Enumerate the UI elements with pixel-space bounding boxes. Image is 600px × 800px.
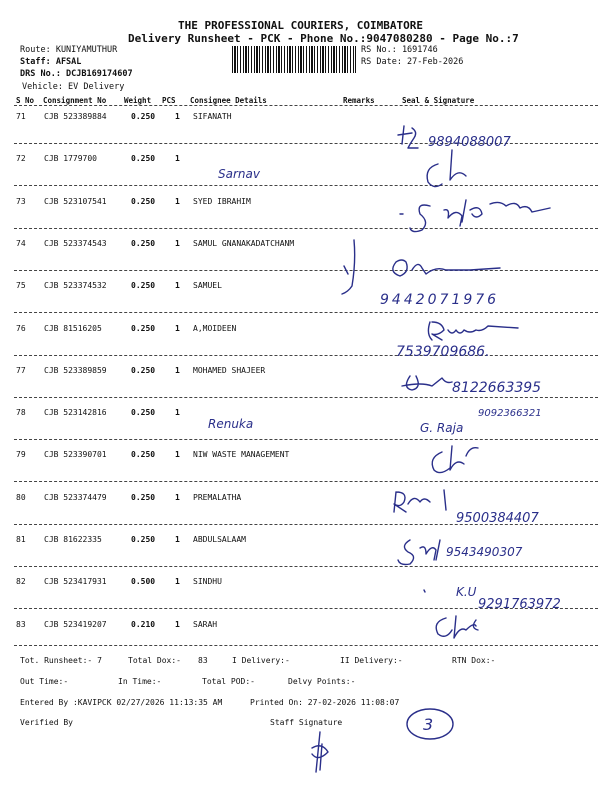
row-sno: 75 (16, 281, 26, 290)
footer-tot-runsheet: Tot. Runsheet:- 7 (20, 656, 102, 665)
staff-signature (312, 732, 328, 772)
runsheet-subtitle: Delivery Runsheet - PCK - Phone No.:9047080280 - Page No.:7 (128, 32, 519, 45)
footer-i-delivery: I Delivery:- (232, 656, 290, 665)
row-consignment-no: CJB 81516205 (44, 324, 102, 333)
row-consignee: A,MOIDEEN (193, 324, 237, 333)
row-consignment-no: CJB 523374532 (44, 281, 107, 290)
col-pcs: PCS (162, 96, 176, 105)
row80-handwritten-phone: 9500384407 (456, 511, 539, 526)
row-consignee: ABDULSALAAM (193, 535, 246, 544)
row78-handwritten-name: Renuka (208, 417, 254, 431)
row-pcs: 1 (175, 577, 180, 586)
company-title: THE PROFESSIONAL COURIERS, COIMBATORE (178, 19, 424, 32)
row-pcs: 1 (175, 112, 180, 121)
row82-handwritten-phone: 9291763972 (478, 597, 561, 612)
row-sno: 81 (16, 535, 26, 544)
row-sno: 79 (16, 450, 26, 459)
row-consignment-no: CJB 523419207 (44, 620, 107, 629)
row-weight: 0.250 (131, 535, 156, 544)
row-sno: 74 (16, 239, 26, 248)
row-weight: 0.250 (131, 239, 156, 248)
row-pcs: 1 (175, 324, 180, 333)
vehicle-label: Vehicle: EV Delivery (22, 82, 125, 92)
row-consignee: MOHAMED SHAJEER (193, 366, 266, 375)
row-sno: 83 (16, 620, 26, 629)
footer-entered-by: Entered By :KAVIPCK 02/27/2026 11:13:35 AM (20, 698, 223, 707)
row72-handwritten-name: Sarnav (218, 167, 260, 181)
row83-signature (436, 616, 478, 638)
col-seal-signature: Seal & Signature (402, 96, 475, 105)
row-pcs: 1 (175, 620, 180, 629)
col-sno: S No (16, 96, 35, 105)
route-label: Route: KUNIYAMUTHUR (20, 45, 118, 55)
row-consignment-no: CJB 523107541 (44, 197, 107, 206)
row-weight: 0.210 (131, 620, 156, 629)
row82-initials: K.U (456, 585, 477, 599)
row78-handwritten-phone: 9092366321 (478, 408, 542, 419)
row76-signature (428, 322, 518, 340)
row78-signature: G. Raja (420, 421, 464, 435)
footer-in-time: In Time:- (118, 677, 162, 686)
row-weight: 0.250 (131, 197, 156, 206)
row-consignee: SYED IBRAHIM (193, 197, 251, 206)
row-sno: 73 (16, 197, 26, 206)
row-consignment-no: CJB 523389884 (44, 112, 107, 121)
row-sno: 82 (16, 577, 26, 586)
row-weight: 0.250 (131, 408, 156, 417)
row-consignee: SIFANATH (193, 112, 232, 121)
row-consignment-no: CJB 523374543 (44, 239, 107, 248)
row-sno: 71 (16, 112, 26, 121)
row-consignment-no: CJB 523417931 (44, 577, 107, 586)
row-consignee: SAMUL GNANAKADATCHANM (193, 239, 295, 248)
row-sno: 78 (16, 408, 26, 417)
row-weight: 0.250 (131, 324, 156, 333)
row75-handwritten-phone: 9442071976 (380, 292, 500, 308)
row-weight: 0.250 (131, 366, 156, 375)
row-weight: 0.250 (131, 281, 156, 290)
row82-mark (424, 590, 425, 592)
rs-date: RS Date: 27-Feb-2026 (361, 57, 464, 67)
footer-rtn-dox: RTN Dox:- (452, 656, 496, 665)
row76-handwritten-phone: 7539709686. (396, 344, 490, 360)
svg-text:9894088007: 9894088007 (428, 135, 511, 150)
row-weight: 0.250 (131, 493, 156, 502)
row-consignment-no: CJB 523389859 (44, 366, 107, 375)
col-consignment: Consignment No (43, 96, 107, 105)
row-consignment-no: CJB 523390701 (44, 450, 107, 459)
row77-handwritten-phone: 8122663395 (452, 380, 542, 396)
row-pcs: 1 (175, 535, 180, 544)
footer-total-pod: Total POD:- (202, 677, 255, 686)
footer-total-dox-value: 83 (198, 656, 208, 665)
row79-signature (432, 446, 478, 473)
footer-total-dox-label: Total Dox:- (128, 656, 181, 665)
row74-signature (393, 260, 500, 276)
row-consignee: PREMALATHA (193, 493, 242, 502)
row-pcs: 1 (175, 366, 180, 375)
row-weight: 0.250 (131, 112, 156, 121)
row-consignment-no: CJB 1779700 (44, 154, 97, 163)
row-pcs: 1 (175, 154, 180, 163)
row77-signature (402, 376, 452, 390)
row73-signature (400, 200, 550, 232)
row-consignment-no: CJB 81622335 (44, 535, 102, 544)
footer-delvy-points: Delvy Points:- (288, 677, 356, 686)
row-weight: 0.250 (131, 154, 156, 163)
rs-number: RS No.: 1691746 (361, 45, 438, 55)
footer-out-time: Out Time:- (20, 677, 69, 686)
row-sno: 77 (16, 366, 26, 375)
row-weight: 0.250 (131, 450, 156, 459)
staff-label: Staff: AFSAL (20, 57, 82, 67)
col-weight: Weight (124, 96, 152, 105)
row-consignment-no: CJB 523374479 (44, 493, 107, 502)
row74-remark-brace (342, 240, 355, 294)
row-consignee: SARAH (193, 620, 218, 629)
row-consignment-no: CJB 523142816 (44, 408, 107, 417)
row-sno: 80 (16, 493, 26, 502)
footer-verified-by: Verified By (20, 718, 73, 727)
row-pcs: 1 (175, 197, 180, 206)
row-consignee: SINDHU (193, 577, 222, 586)
row-pcs: 1 (175, 450, 180, 459)
drs-number: DRS No.: DCJB169174607 (20, 69, 133, 79)
row-pcs: 1 (175, 408, 180, 417)
row81-handwritten-phone: 9543490307 (446, 545, 523, 559)
row-sno: 72 (16, 154, 26, 163)
row-consignee: NIW WASTE MANAGEMENT (193, 450, 290, 459)
row-pcs: 1 (175, 239, 180, 248)
footer-printed-on: Printed On: 27-02-2026 11:08:07 (250, 698, 400, 707)
row80-signature (394, 490, 446, 512)
row-pcs: 1 (175, 281, 180, 290)
footer-ii-delivery: II Delivery:- (340, 656, 403, 665)
row71-handwritten-phone (398, 126, 511, 187)
row81-signature (398, 540, 440, 565)
row-sno: 76 (16, 324, 26, 333)
col-consignee: Consignee Details (190, 96, 267, 105)
page-circle-number: 3 (423, 715, 434, 734)
footer-staff-signature: Staff Signature (270, 718, 343, 727)
row-weight: 0.500 (131, 577, 156, 586)
col-remarks: Remarks (343, 96, 375, 105)
row-pcs: 1 (175, 493, 180, 502)
row-consignee: SAMUEL (193, 281, 222, 290)
